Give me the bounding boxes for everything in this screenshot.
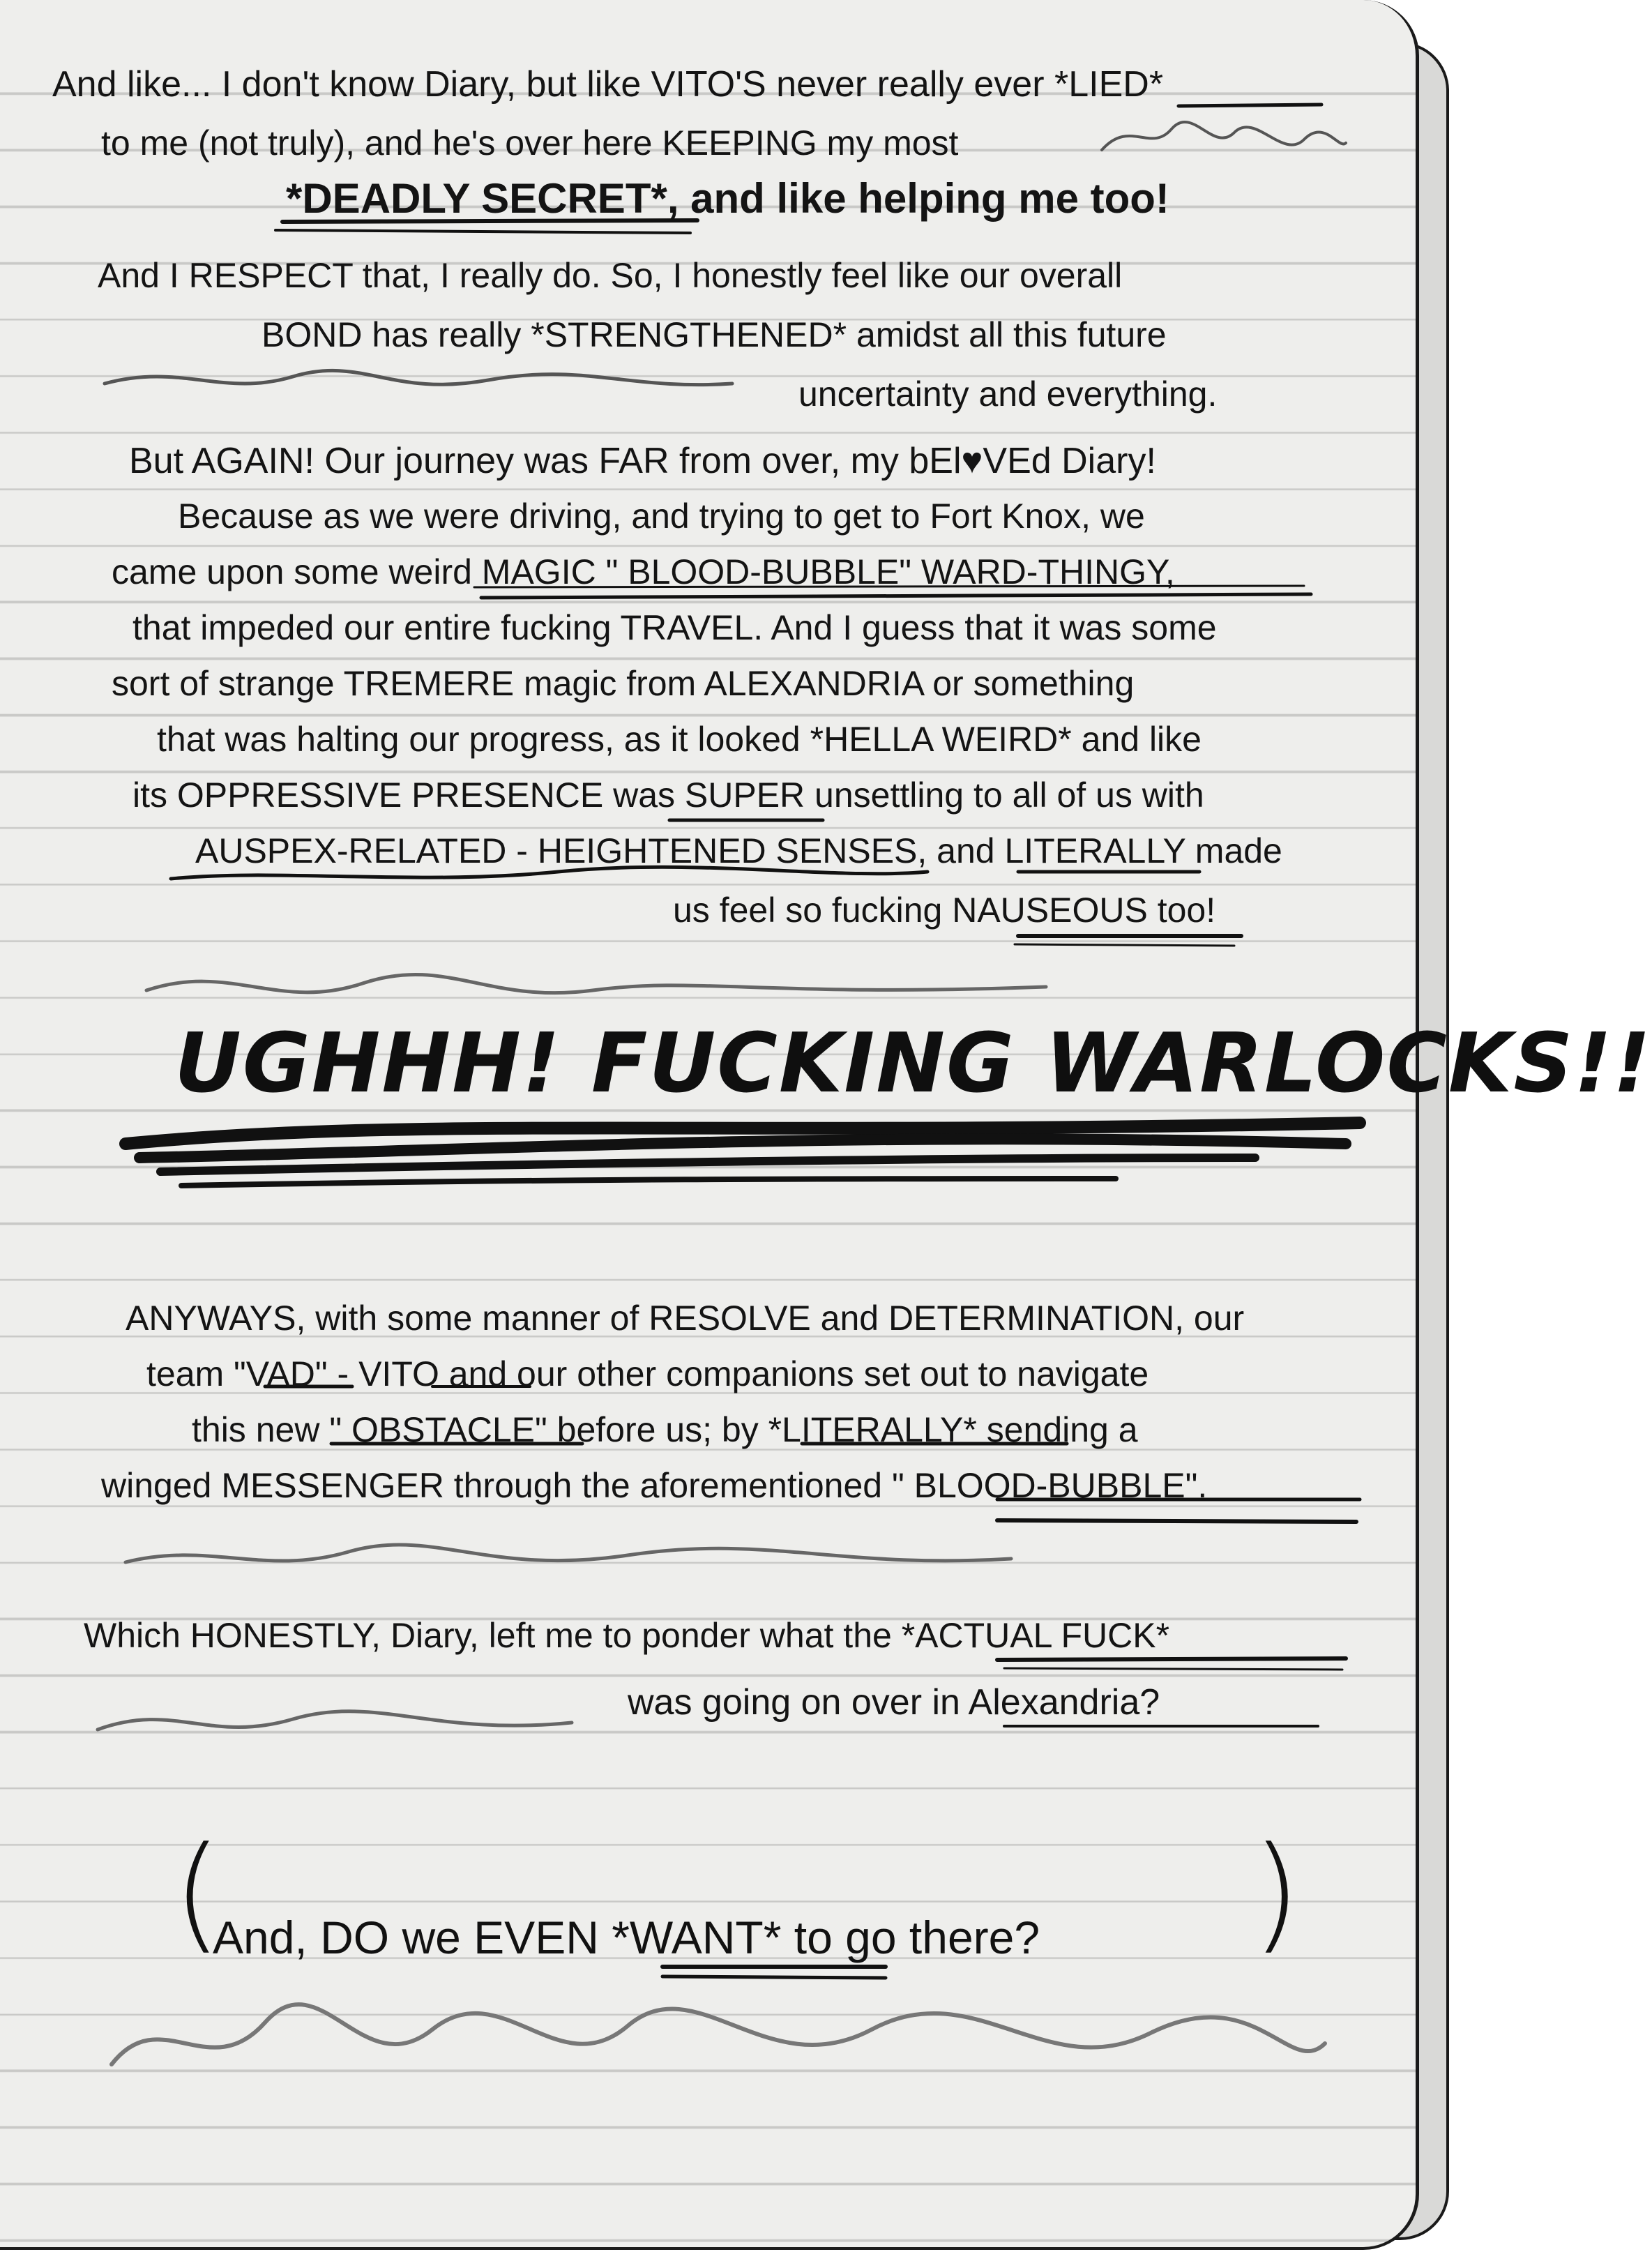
diary-line-4: And I RESPECT that, I really do. So, I honestly feel like our overall: [98, 256, 1123, 295]
diary-line-18: team "VAD" - VITO and our other companions set out to navigate: [146, 1354, 1149, 1393]
diary-line-11: sort of strange TREMERE magic from ALEXANDRIA or something: [112, 664, 1135, 703]
diary-line-6: uncertainty and everything.: [798, 375, 1218, 414]
diary-line-21: Which HONESTLY, Diary, left me to ponder what the *ACTUAL FUCK*: [84, 1616, 1170, 1655]
closing-question: And, DO we EVEN *WANT* to go there?: [213, 1912, 1040, 1963]
diary-line-20: winged MESSENGER through the aforementioned " BLOOD-BUBBLE".: [101, 1466, 1208, 1505]
open-parenthesis: (: [173, 1820, 222, 1966]
diary-line-3: *DEADLY SECRET*, and like helping me too!: [286, 175, 1169, 222]
diary-line-1: And like... I don't know Diary, but like VITO'S never really ever *LIED*: [52, 64, 1164, 105]
diary-line-12: that was halting our progress, as it looked *HELLA WEIRD* and like: [157, 720, 1202, 759]
close-parenthesis: ): [1252, 1820, 1301, 1966]
diary-line-10: that impeded our entire fucking TRAVEL. And I guess that it was some: [132, 608, 1217, 647]
diary-line-9: came upon some weird MAGIC " BLOOD-BUBBLE" WARD-THINGY,: [112, 552, 1175, 591]
headline-warlocks: UGHHH! FUCKING WARLOCKS!!: [174, 1015, 1652, 1111]
diary-line-22: was going on over in Alexandria?: [628, 1682, 1160, 1723]
diary-line-5: BOND has really *STRENGTHENED* amidst all this future: [262, 315, 1167, 354]
diary-line-8: Because as we were driving, and trying to get to Fort Knox, we: [178, 497, 1145, 536]
diary-line-7: But AGAIN! Our journey was FAR from over, my bEl♥VEd Diary!: [129, 441, 1156, 481]
diary-line-14: AUSPEX-RELATED - HEIGHTENED SENSES, and LITERALLY made: [195, 831, 1282, 870]
diary-line-15: us feel so fucking NAUSEOUS too!: [673, 891, 1216, 930]
diary-line-17: ANYWAYS, with some manner of RESOLVE and DETERMINATION, our: [126, 1299, 1245, 1338]
diary-line-2: to me (not truly), and he's over here KEEPING my most: [101, 123, 959, 162]
diary-line-13: its OPPRESSIVE PRESENCE was SUPER unsettling to all of us with: [132, 776, 1204, 815]
diary-line-19: this new " OBSTACLE" before us; by *LITERALLY* sending a: [192, 1410, 1138, 1449]
